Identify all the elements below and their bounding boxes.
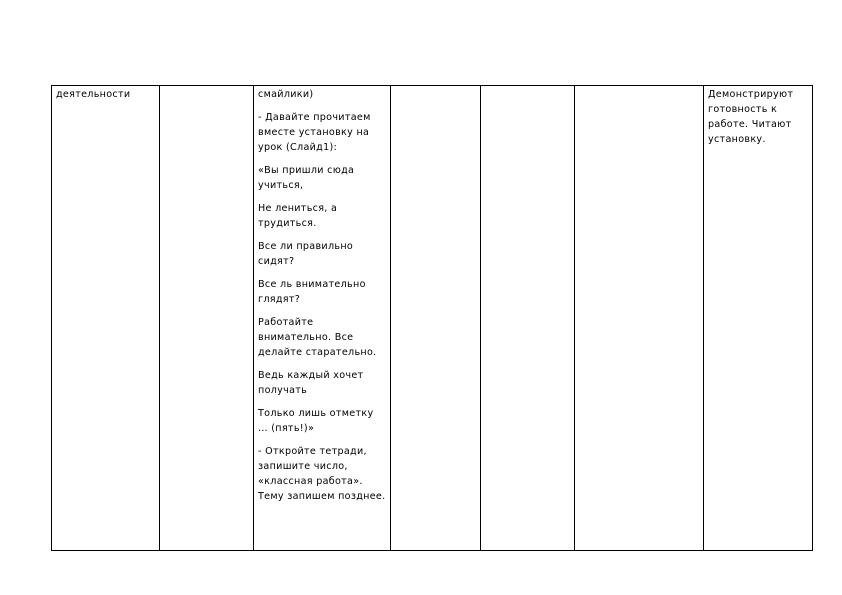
lesson-plan-table: [51, 85, 813, 551]
empty-cell: [160, 86, 254, 551]
student-activity-text: Демонстрируют готовность к работе. Читают установку.: [708, 89, 794, 145]
teacher-text-line: - Давайте прочитаем вместе установку на урок (Слайд1):: [258, 112, 371, 153]
activity-stage-text: деятельности: [56, 89, 131, 100]
table-row: [52, 86, 813, 551]
teacher-text-line: Работайте внимательно. Все делайте старательно.: [258, 317, 377, 358]
empty-cell: [391, 86, 481, 551]
activity-stage-cell: [52, 86, 160, 551]
teacher-text-line: Все ли правильно сидят?: [258, 241, 354, 267]
teacher-text-line: - Откройте тетради, запишите число, «классная работа». Тему запишем позднее.: [258, 446, 386, 502]
student-activity-cell: [704, 86, 813, 551]
teacher-activity-cell: [254, 86, 391, 551]
teacher-text-line: Не лениться, а трудиться.: [258, 203, 338, 229]
teacher-text-line: смайлики): [258, 89, 314, 100]
teacher-text-line: Только лишь отметку … (пять!)»: [258, 408, 374, 434]
teacher-text-line: «Вы пришли сюда учиться,: [258, 165, 355, 191]
empty-cell: [575, 86, 704, 551]
teacher-text-line: Ведь каждый хочет получать: [258, 370, 364, 396]
teacher-text-line: Все ль внимательно глядят?: [258, 279, 366, 305]
empty-cell: [481, 86, 575, 551]
